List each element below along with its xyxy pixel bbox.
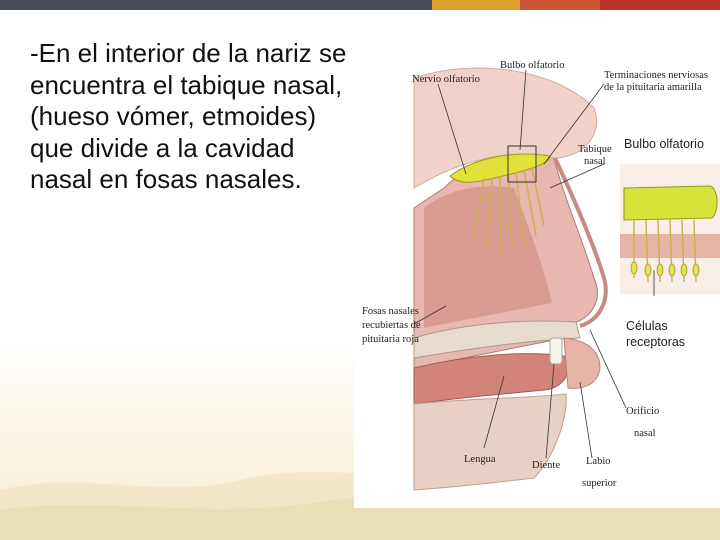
- top-accent-bar: [0, 0, 720, 10]
- label-fosas-line2: recubiertas de: [362, 320, 421, 331]
- label-tabique-line1: Tabique: [578, 144, 612, 155]
- label-orificio-line1: Orificio: [626, 406, 660, 417]
- jaw-region: [414, 394, 566, 490]
- label-celulas-line1: Células: [626, 319, 668, 333]
- label-nervio-olfatorio: Nervio olfatorio: [412, 74, 480, 85]
- accent-segment-gold: [432, 0, 520, 10]
- label-lengua: Lengua: [464, 454, 496, 465]
- slide-paragraph: -En el interior de la nariz se encuentra el tabique nasal,(hueso vómer, etmoides) que divide a la cavidad nasal en fosas nasales.: [30, 38, 347, 194]
- label-celulas-line2: receptoras: [626, 335, 686, 349]
- label-labio-line1: Labio: [586, 456, 611, 467]
- label-fosas-line3: pituitaria roja: [362, 334, 419, 345]
- accent-segment-red: [600, 0, 720, 10]
- label-bulbo-olfatorio: Bulbo olfatorio: [500, 60, 565, 71]
- nasal-anatomy-diagram: [354, 38, 720, 508]
- accent-segment-orange: [520, 0, 600, 10]
- nasal-anatomy-illustration: [354, 38, 720, 508]
- upper-lip: [564, 338, 600, 388]
- label-diente: Diente: [532, 460, 560, 471]
- label-orificio-line2: nasal: [634, 428, 656, 439]
- tooth: [550, 338, 562, 364]
- label-tabique-line2: nasal: [584, 156, 606, 167]
- label-bulbo-olfatorio-inset: Bulbo olfatorio: [624, 137, 704, 151]
- label-terminaciones-line2: de la pituitaria amarilla: [604, 82, 702, 93]
- label-terminaciones-line1: Terminaciones nerviosas: [604, 70, 708, 81]
- label-labio-line2: superior: [582, 478, 617, 489]
- inset-olfactory-bulb: [624, 186, 717, 220]
- label-fosas-line1: Fosas nasales: [362, 306, 419, 317]
